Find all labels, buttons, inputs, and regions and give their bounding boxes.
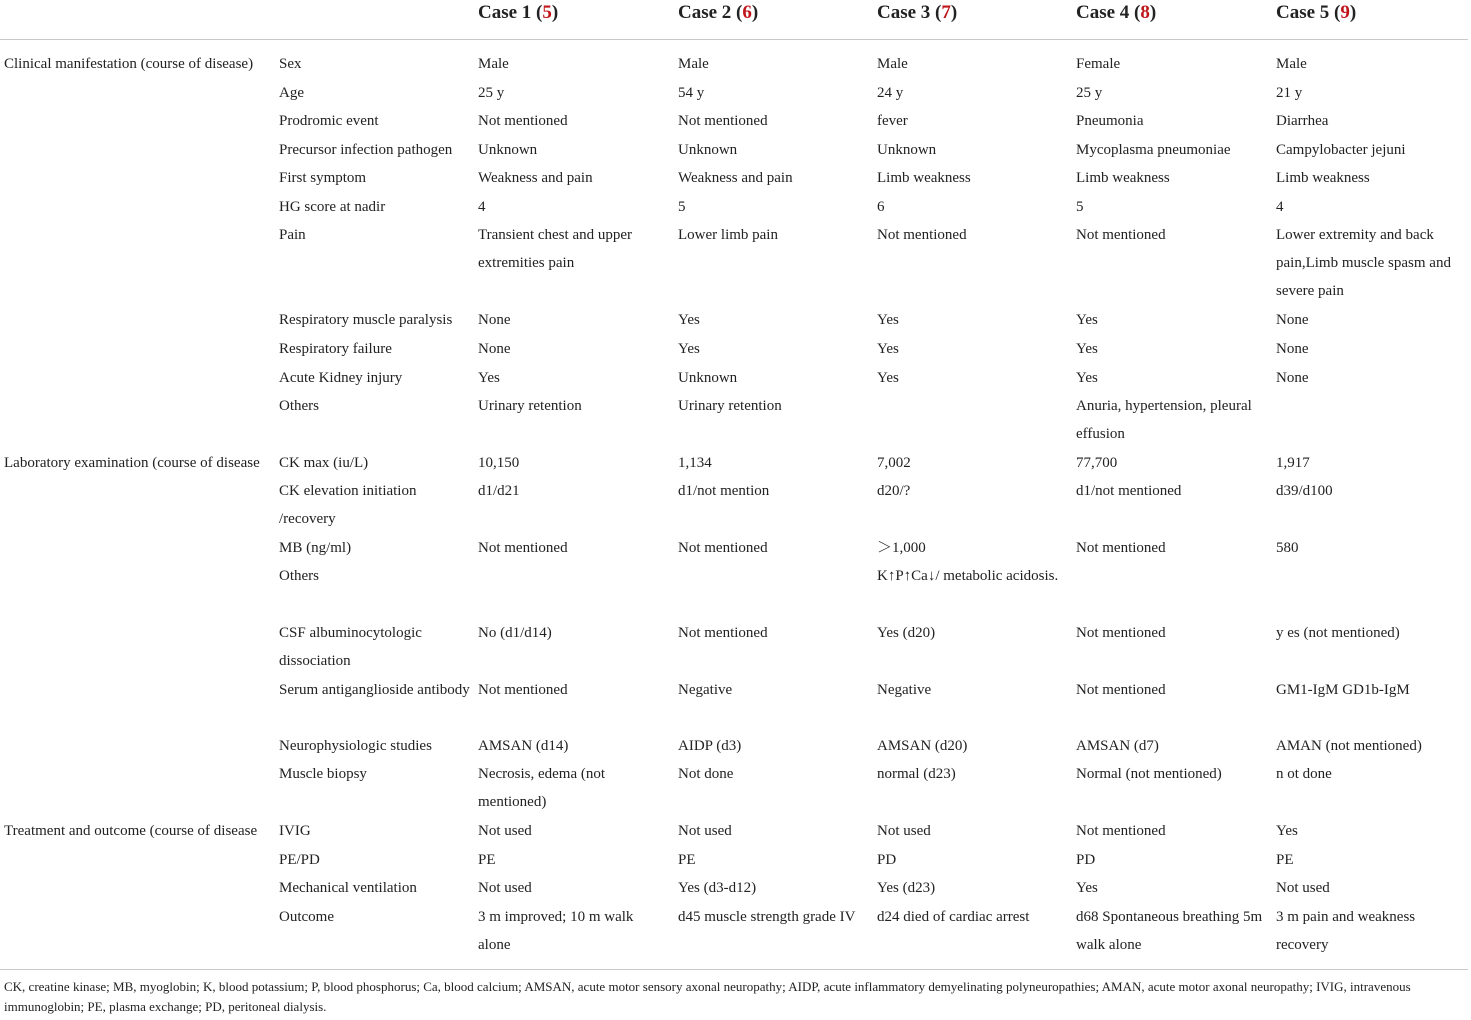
col-header-label: Case 5 ( [1276,2,1341,23]
table-cell-case4: Mycoplasma pneumoniae [1076,142,1231,158]
table-cell-case4: Normal (not mentioned) [1076,766,1222,782]
feature-label: Others [279,398,319,414]
table-cell-case4: Not mentioned [1076,540,1166,556]
table-cell-case2: AIDP (d3) [678,738,742,754]
col-header-case3 [877,2,957,24]
feature-label: Mechanical ventilation [279,880,417,896]
table-cell-case3: d24 died of cardiac arrest [877,909,1030,925]
table-cell-case1: AMSAN (d14) [478,738,569,754]
col-header-case2 [678,2,758,24]
table-cell-case5: None [1276,312,1309,328]
feature-label: Respiratory failure [279,341,392,357]
reference-link[interactable]: 5 [542,2,552,23]
table-cell-case1: PE [478,852,496,868]
table-cell-case5: 3 m pain and weakness recovery [1276,909,1416,953]
table-cell-case4: Yes [1076,880,1098,896]
table-cell-case2: Not mentioned [678,540,768,556]
reference-link[interactable]: 6 [742,2,752,23]
table-cell-case3: Yes [877,370,899,386]
table-cell-case4: Female [1076,56,1121,72]
feature-label: Sex [279,56,302,72]
table-cell-case2: Not mentioned [678,113,768,129]
table-cell-case1: Not used [478,880,532,896]
table-bottom-divider [0,969,1468,970]
feature-label: Age [279,85,304,101]
table-cell-case4: Not mentioned [1076,625,1166,641]
table-cell-case2: 1,134 [678,455,712,471]
table-cell-case2: d45 muscle strength grade IV [678,909,856,925]
table-cell-case5: 21 y [1276,85,1303,101]
table-cell-case2: Negative [678,682,733,698]
table-cell-case2: Unknown [678,370,738,386]
table-cell-case2: Not mentioned [678,625,768,641]
table-cell-case3: Not used [877,823,931,839]
table-cell-case4: 77,700 [1076,455,1118,471]
col-header-case1 [478,2,558,24]
table-cell-case1: No (d1/d14) [478,625,552,641]
table-cell-case4: Yes [1076,370,1098,386]
table-cell-case5: Lower extremity and back pain,Limb muscle spasm and severe pain [1276,227,1451,299]
table-cell-case4: AMSAN (d7) [1076,738,1159,754]
table-cell-case3: Negative [877,682,932,698]
table-cell-case1: Unknown [478,142,538,158]
table-cell-case1: None [478,312,511,328]
table-cell-case5: AMAN (not mentioned) [1276,738,1422,754]
feature-label: Others [279,568,319,584]
table-cell-case3: Yes (d20) [877,625,936,641]
table-cell-case2: Urinary retention [678,398,782,414]
table-cell-case5: Not used [1276,880,1330,896]
table-cell-case2: Lower limb pain [678,227,778,243]
table-cell-case5: PE [1276,852,1294,868]
table-cell-case4: 25 y [1076,85,1103,101]
feature-label: MB (ng/ml) [279,540,352,556]
table-cell-case3: Male [877,56,908,72]
table-cell-case5: Diarrhea [1276,113,1329,129]
feature-label: IVIG [279,823,311,839]
table-cell-case2: Weakness and pain [678,170,793,186]
col-header-close: ) [1349,2,1357,23]
table-cell-case5: None [1276,341,1309,357]
reference-link[interactable]: 9 [1340,2,1350,23]
header-divider [0,39,1468,40]
feature-label: CSF albuminocytologic dissociation [279,625,422,669]
table-cell-case3: 6 [877,199,885,215]
table-cell-case3: Yes [877,312,899,328]
table-cell-case1: 4 [478,199,486,215]
feature-label: Neurophysiologic studies [279,738,432,754]
section-label: Clinical manifestation (course of disease) [4,56,254,72]
table-cell-case1: Urinary retention [478,398,582,414]
feature-label: Respiratory muscle paralysis [279,312,453,328]
table-cell-case5: d39/d100 [1276,483,1333,499]
col-header-close: ) [751,2,759,23]
section-label: Laboratory examination (course of disease [4,455,260,471]
table-cell-case5: 4 [1276,199,1284,215]
table-cell-case1: Yes [478,370,500,386]
table-cell-case1: Not mentioned [478,113,568,129]
feature-label: CK elevation initiation /recovery [279,483,417,527]
col-header-close: ) [950,2,958,23]
reference-link[interactable]: 7 [941,2,951,23]
feature-label: Outcome [279,909,334,925]
table-cell-case3: AMSAN (d20) [877,738,968,754]
table-cell-case2: Yes [678,341,700,357]
table-cell-case5: Campylobacter jejuni [1276,142,1406,158]
table-cell-case4: Not mentioned [1076,823,1166,839]
table-cell-case1: Not mentioned [478,682,568,698]
table-cell-case4: d1/not mentioned [1076,483,1182,499]
feature-label: CK max (iu/L) [279,455,369,471]
table-cell-case2: 5 [678,199,686,215]
table-cell-case1: Not used [478,823,532,839]
table-cell-case1: Transient chest and upper extremities pain [478,227,632,271]
table-cell-case5: Yes [1276,823,1298,839]
table-cell-case5: Limb weakness [1276,170,1370,186]
col-header-label: Case 4 ( [1076,2,1141,23]
table-cell-case4: Not mentioned [1076,227,1166,243]
table-cell-case4: d68 Spontaneous breathing 5m walk alone [1076,909,1263,953]
table-cell-case2: Yes [678,312,700,328]
table-cell-case3: Yes [877,341,899,357]
table-cell-case3: Yes (d23) [877,880,936,896]
table-cell-case3: 7,002 [877,455,911,471]
reference-link[interactable]: 8 [1140,2,1150,23]
table-cell-case5: 1,917 [1276,455,1310,471]
table-cell-case4: Yes [1076,341,1098,357]
table-cell-case5: 580 [1276,540,1299,556]
table-footnote: CK, creatine kinase; MB, myoglobin; K, blood potassium; P, blood phosphorus; Ca, blood calcium; AMSAN, acute motor sensory axonal neuropathy; AIDP, acute inflammatory demyelinating polyneuropathies; AMAN, acute motor axonal neuropathy; IVIG, intravenous immunoglobin; PE, plasma exchange; PD, peritoneal dialysis. [4,979,1411,1014]
feature-label: Acute Kidney injury [279,370,403,386]
table-cell-case3: fever [877,113,908,129]
table-cell-case4: PD [1076,852,1096,868]
feature-label: Precursor infection pathogen [279,142,453,158]
table-cell-case4: Pneumonia [1076,113,1144,129]
table-cell-case4: Yes [1076,312,1098,328]
table-cell-case2: Unknown [678,142,738,158]
table-cell-case3: normal (d23) [877,766,956,782]
table-cell-case3: K↑P↑Ca↓/ metabolic acidosis. [877,568,1059,584]
section-label: Treatment and outcome (course of disease [4,823,258,839]
table-cell-case2: 54 y [678,85,705,101]
table-cell-case5: GM1-IgM GD1b-IgM [1276,682,1410,698]
table-cell-case4: Limb weakness [1076,170,1170,186]
table-cell-case2: PE [678,852,696,868]
feature-label: PE/PD [279,852,320,868]
table-cell-case1: Necrosis, edema (not mentioned) [478,766,606,810]
table-cell-case4: 5 [1076,199,1084,215]
table-cell-case1: Weakness and pain [478,170,593,186]
feature-label: Prodromic event [279,113,379,129]
table-cell-case3: Unknown [877,142,937,158]
table-cell-case3: d20/? [877,483,911,499]
feature-label: Muscle biopsy [279,766,367,782]
feature-label: HG score at nadir [279,199,386,215]
table-cell-case4: Anuria, hypertension, pleural effusion [1076,398,1252,442]
table-cell-case4: Not mentioned [1076,682,1166,698]
table-cell-case5: Male [1276,56,1307,72]
table-cell-case3: Limb weakness [877,170,971,186]
table-cell-case1: Not mentioned [478,540,568,556]
table-cell-case3: 24 y [877,85,904,101]
col-header-label: Case 1 ( [478,2,543,23]
col-header-label: Case 2 ( [678,2,743,23]
table-cell-case2: Male [678,56,709,72]
feature-label: Serum antiganglioside antibody [279,682,470,698]
col-header-case4 [1076,2,1156,24]
table-cell-case3: PD [877,852,897,868]
table-cell-case1: d1/d21 [478,483,520,499]
table-cell-case2: Yes (d3-d12) [678,880,757,896]
table-cell-case1: None [478,341,511,357]
table-cell-case5: None [1276,370,1309,386]
table-cell-case1: 10,150 [478,455,520,471]
table-cell-case1: 25 y [478,85,505,101]
table-cell-case3: ＞1,000 [877,540,926,556]
feature-label: First symptom [279,170,367,186]
table-header [0,0,1471,40]
table-cell-case2: d1/not mention [678,483,770,499]
table-cell-case3: Not mentioned [877,227,967,243]
table-cell-case1: Male [478,56,509,72]
table-cell-case5: y es (not mentioned) [1276,625,1400,641]
table-cell-case2: Not used [678,823,732,839]
table-cell-case1: 3 m improved; 10 m walk alone [478,909,634,953]
table-cell-case5: n ot done [1276,766,1332,782]
col-header-case5 [1276,2,1356,24]
col-header-close: ) [551,2,559,23]
col-header-close: ) [1149,2,1157,23]
feature-label: Pain [279,227,306,243]
col-header-label: Case 3 ( [877,2,942,23]
table-cell-case2: Not done [678,766,734,782]
